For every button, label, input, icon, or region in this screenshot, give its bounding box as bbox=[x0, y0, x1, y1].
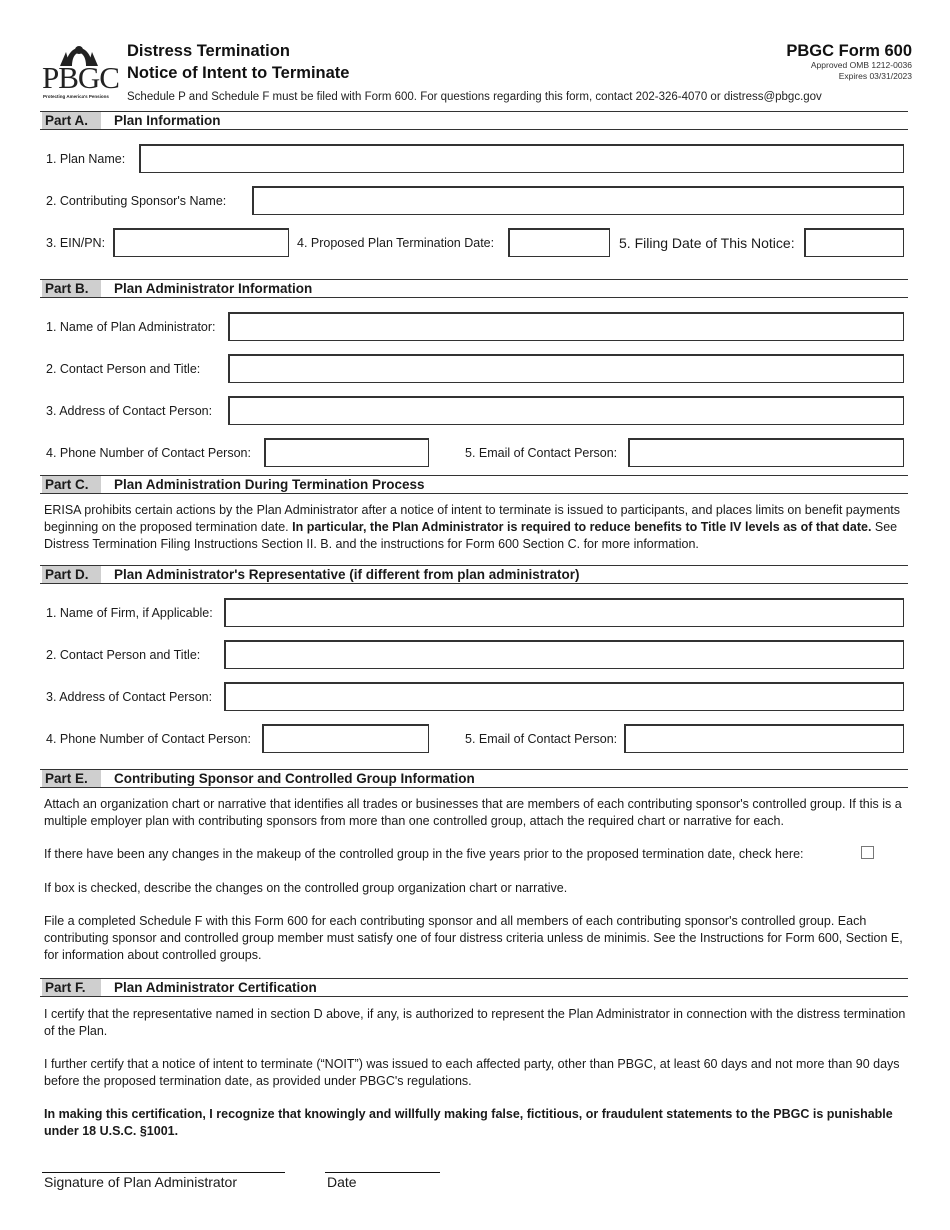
form-number: PBGC Form 600 bbox=[786, 42, 912, 60]
sponsor-name-label: 2. Contributing Sponsor's Name: bbox=[46, 194, 227, 208]
rep-phone-label: 4. Phone Number of Contact Person: bbox=[46, 732, 251, 746]
filing-date-field[interactable] bbox=[804, 228, 904, 257]
part-f-title: Plan Administrator Certification bbox=[114, 980, 317, 995]
termination-date-label: 4. Proposed Plan Termination Date: bbox=[297, 236, 495, 250]
part-b-tag: Part B. bbox=[42, 280, 101, 297]
part-e-paragraph-3: File a completed Schedule F with this Form 600 for each contributing sponsor and all members of each contributing sponsor's controlled group. Each contributing sponsor and controlled group member must satisfy one of four distress criteria unless de minimis. See the Instructions for Form 600, Section E, for information about controlled groups. bbox=[44, 914, 903, 962]
rep-email-field[interactable] bbox=[624, 724, 904, 753]
admin-name-label: 1. Name of Plan Administrator: bbox=[46, 320, 216, 334]
form-title-line2: Notice of Intent to Terminate bbox=[127, 64, 350, 82]
omb-approval: Approved OMB 1212-0036 bbox=[810, 60, 912, 70]
part-a-tag: Part A. bbox=[42, 112, 101, 129]
part-e-paragraph-1: Attach an organization chart or narrative that identifies all trades or businesses that are members of each contributing sponsor's controlled group. If this is a multiple employer plan with contributing sponsors from more than one controlled group, attach the required chart or narrative for each. bbox=[44, 797, 902, 828]
part-a-header bbox=[40, 111, 908, 130]
admin-phone-field[interactable] bbox=[264, 438, 429, 467]
part-f-penalty-statement: In making this certification, I recognize that knowingly and willfully making false, fictitious, or fraudulent statements to the PBGC is punishable under 18 U.S.C. §1001. bbox=[44, 1107, 893, 1138]
part-c-tag: Part C. bbox=[42, 476, 101, 493]
part-b-header bbox=[40, 279, 908, 298]
filing-date-label: 5. Filing Date of This Notice: bbox=[619, 235, 795, 251]
signature-label: Signature of Plan Administrator bbox=[44, 1174, 237, 1190]
expiration-date: Expires 03/31/2023 bbox=[838, 71, 912, 81]
admin-phone-label: 4. Phone Number of Contact Person: bbox=[46, 446, 251, 460]
pbgc-logo bbox=[42, 42, 119, 99]
rep-contact-field[interactable] bbox=[224, 640, 904, 669]
logo-tagline: Protecting America's Pensions bbox=[43, 94, 109, 99]
sponsor-name-field[interactable] bbox=[252, 186, 904, 215]
part-d-title: Plan Administrator's Representative (if different from plan administrator) bbox=[114, 567, 580, 582]
termination-date-field[interactable] bbox=[508, 228, 610, 257]
rep-email-label: 5. Email of Contact Person: bbox=[465, 732, 618, 746]
admin-email-field[interactable] bbox=[628, 438, 904, 467]
rep-address-field[interactable] bbox=[224, 682, 904, 711]
part-c-paragraph: ERISA prohibits certain actions by the Plan Administrator after a notice of intent to terminate is issued to participants, and places limits on benefit payments beginning on the proposed termination date. In particular, the Plan Administrator is required to reduce benefits to Title IV levels as of that date. See Distress Termination Filing Instructions Section II. B. and the instructions for Form 600 Section C. for more information. bbox=[44, 503, 900, 551]
controlled-group-change-label: If there have been any changes in the makeup of the controlled group in the five years prior to the proposed termination date, check here: bbox=[44, 847, 804, 861]
admin-contact-label: 2. Contact Person and Title: bbox=[46, 362, 201, 376]
logo-wordmark: PBGC bbox=[42, 60, 119, 95]
rep-phone-field[interactable] bbox=[262, 724, 429, 753]
date-line[interactable] bbox=[325, 1172, 440, 1173]
part-f-paragraph-1: I certify that the representative named in section D above, if any, is authorized to represent the Plan Administrator in connection with the distress termination of the Plan. bbox=[44, 1007, 906, 1038]
ein-pn-field[interactable] bbox=[113, 228, 289, 257]
part-f-tag: Part F. bbox=[42, 979, 101, 996]
part-b-title: Plan Administrator Information bbox=[114, 281, 313, 296]
admin-address-label: 3. Address of Contact Person: bbox=[46, 404, 213, 418]
ein-pn-label: 3. EIN/PN: bbox=[46, 236, 106, 250]
part-e-header bbox=[40, 769, 908, 788]
admin-name-field[interactable] bbox=[228, 312, 904, 341]
part-e-tag: Part E. bbox=[42, 770, 101, 787]
firm-name-field[interactable] bbox=[224, 598, 904, 627]
part-c-header bbox=[40, 475, 908, 494]
part-d-header bbox=[40, 565, 908, 584]
date-label: Date bbox=[327, 1174, 357, 1190]
part-d-tag: Part D. bbox=[42, 566, 101, 583]
part-c-emphasis: In particular, the Plan Administrator is required to reduce benefits to Title IV levels as of that date. bbox=[292, 520, 872, 534]
admin-address-field[interactable] bbox=[228, 396, 904, 425]
part-f-header bbox=[40, 978, 908, 997]
part-c-title: Plan Administration During Termination Process bbox=[114, 477, 425, 492]
plan-name-label: 1. Plan Name: bbox=[46, 152, 126, 166]
plan-name-field[interactable] bbox=[139, 144, 904, 173]
schedule-note: Schedule P and Schedule F must be filed with Form 600. For questions regarding this form, contact 202-326-4070 or distress@pbgc.gov bbox=[127, 91, 822, 103]
part-e-title: Contributing Sponsor and Controlled Group Information bbox=[114, 771, 475, 786]
signature-line[interactable] bbox=[42, 1172, 285, 1173]
controlled-group-change-checkbox[interactable] bbox=[861, 846, 874, 859]
admin-contact-field[interactable] bbox=[228, 354, 904, 383]
admin-email-label: 5. Email of Contact Person: bbox=[465, 446, 618, 460]
rep-contact-label: 2. Contact Person and Title: bbox=[46, 648, 201, 662]
part-f-paragraph-2: I further certify that a notice of intent to terminate (“NOIT”) was issued to each affected party, other than PBGC, at least 60 days and not more than 90 days before the proposed termination date, as provided under PBGC's regulations. bbox=[44, 1057, 900, 1088]
part-e-paragraph-2: If box is checked, describe the changes on the controlled group organization chart or narrative. bbox=[44, 881, 568, 895]
rep-address-label: 3. Address of Contact Person: bbox=[46, 690, 213, 704]
form-title-line1: Distress Termination bbox=[127, 42, 290, 60]
firm-name-label: 1. Name of Firm, if Applicable: bbox=[46, 606, 213, 620]
part-a-title: Plan Information bbox=[114, 113, 221, 128]
